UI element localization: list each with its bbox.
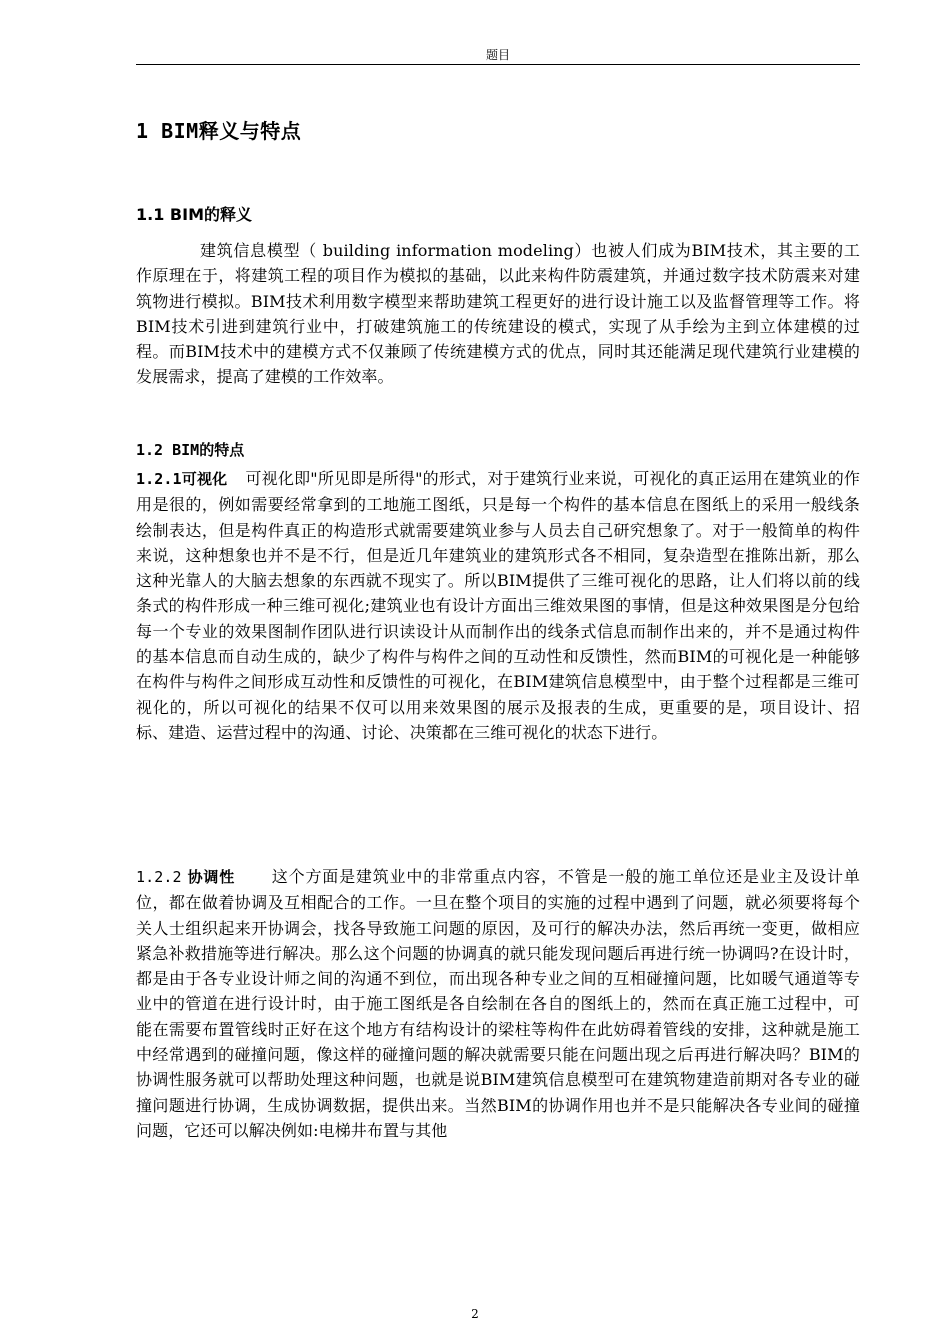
- paragraph-visualization: [136, 466, 860, 745]
- item-text-visualization: 可视化即"所见即是所得"的形式，对于建筑行业来说，可视化的真正运用在建筑业的作用是很的，例如需要经常拿到的工地施工图纸，只是每一个构件的基本信息在图纸上的采用一般线条绘制表达，但是构件真正的构造形式就需要建筑业参与人员去自己研究想象了。对于一般简单的构件来说，这种想象也并不是不行，但是近几年建筑业的建筑形式各不相同，复杂造型在推陈出新，那么这种光靠人的大脑去想象的东西就不现实了。所以BIM提供了三维可视化的思路，让人们将以前的线条式的构件形成一种三维可视化;建筑业也有设计方面出三维效果图的事情，但是这种效果图是分包给每一个专业的效果图制作团队进行识读设计从而制作出的线条式信息而制作出来的，并不是通过构件的基本信息而自动生成的，缺少了构件与构件之间的互动性和反馈性，然而BIM的可视化是一种能够在构件与构件之间形成互动性和反馈性的可视化，在BIM建筑信息模型中，由于整个过程都是三维可视化的，所以可视化的结果不仅可以用来效果图的展示及报表的生成，更重要的是，项目设计、招标、建造、运营过程中的沟通、讨论、决策都在三维可视化的状态下进行。: [136, 469, 860, 742]
- subsection-heading-1-1: 1.1 BIM的释义: [136, 205, 252, 224]
- page-number: 2: [471, 1307, 479, 1321]
- paragraph-bim-definition: 建筑信息模型（ building information modeling）也被人们成为BIM技术，其主要的工作原理在于，将建筑工程的项目作为模拟的基础，以此来构件防震建筑，并通过数字技术防震来对建筑物进行模拟。BIM技术利用数字模型来帮助建筑工程更好的进行设计施工以及监督管理等工作。将BIM技术引进到建筑行业中，打破建筑施工的传统建设的模式，实现了从手绘为主到立体建模的过程。而BIM技术中的建模方式不仅兼顾了传统建模方式的优点，同时其还能满足现代建筑行业建模的发展需求，提高了建模的工作效率。: [136, 241, 860, 387]
- item-text-coordination: 这个方面是建筑业中的非常重点内容，不管是一般的施工单位还是业主及设计单位，都在做着协调及互相配合的工作。一旦在整个项目的实施的过程中遇到了问题，就必须要将每个关人士组织起来开协调会，找各导致施工问题的原因，及可行的解决办法，然后再统一变更，做相应紧急补救措施等进行解决。那么这个问题的协调真的就只能发现问题后再进行统一协调吗?在设计时，都是由于各专业设计师之间的沟通不到位，而出现各种专业之间的互相碰撞问题，比如暖气通道等专业中的管道在进行设计时，由于施工图纸是各自绘制在各自的图纸上的，然而在真正施工过程中，可能在需要布置管线时正好在这个地方有结构设计的梁柱等构件在此妨碍着管线的安排，这种就是施工中经常遇到的碰撞问题，像这样的碰撞问题的解决就需要只能在问题出现之后再进行解决吗？BIM的协调性服务就可以帮助处理这种问题，也就是说BIM建筑信息模型可在建筑物建造前期对各专业的碰撞问题进行协调，生成协调数据，提供出来。当然BIM的协调作用也并不是只能解决各专业间的碰撞问题，它还可以解决例如:电梯井布置与其他: [136, 867, 860, 1140]
- paragraph-coordination: [136, 864, 860, 1143]
- header-divider: [136, 64, 860, 65]
- page-header-title: 题目: [485, 48, 510, 62]
- item-number-coordination: 1.2.2: [136, 868, 182, 886]
- item-lead-visualization: 1.2.1可视化: [136, 470, 228, 488]
- item-lead-coordination: 协调性: [187, 868, 236, 886]
- section-heading: 1 BIM释义与特点: [136, 119, 302, 143]
- subsection-heading-1-2: 1.2 BIM的特点: [136, 441, 245, 459]
